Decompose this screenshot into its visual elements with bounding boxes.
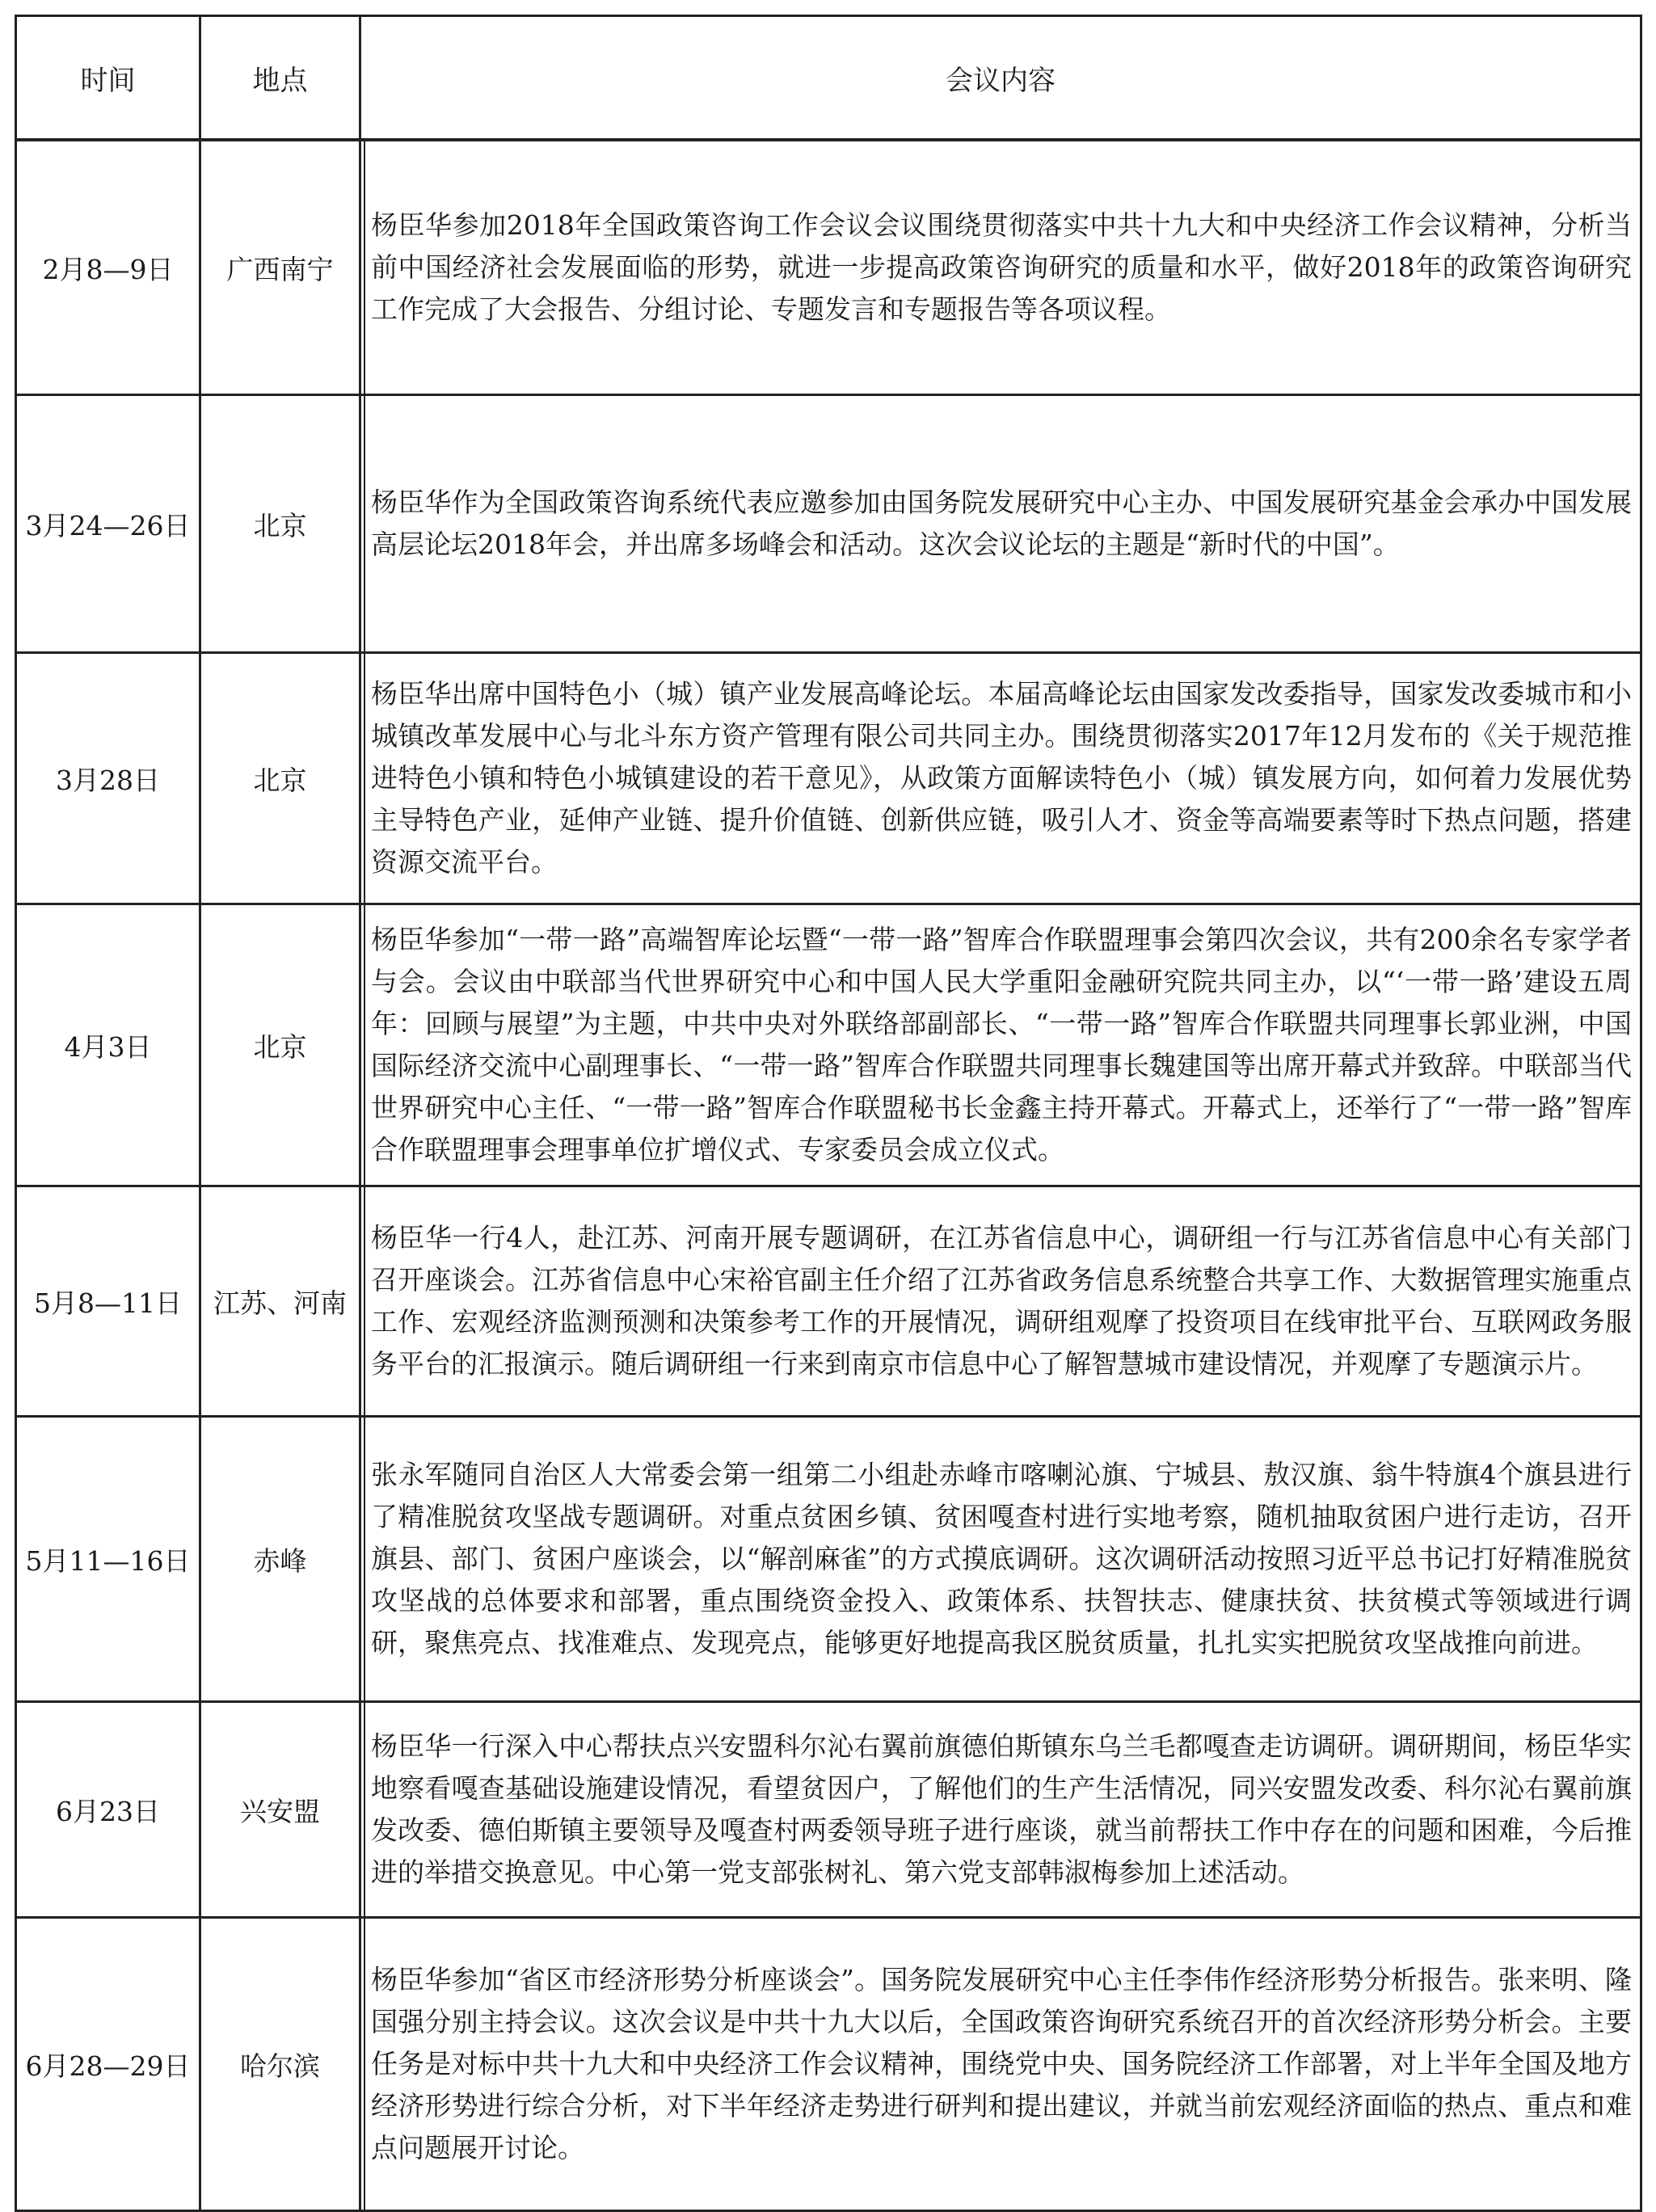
row-place: 北京 [200,904,360,1186]
table-row [16,1186,1641,1417]
row-time: 5月11—16日 [16,1417,200,1702]
row-place: 兴安盟 [200,1702,360,1918]
header-place: 地点 [200,16,360,141]
row-time: 3月28日 [16,653,200,904]
row-content: 杨臣华参加“省区市经济形势分析座谈会”。国务院发展研究中心主任李伟作经济形势分析报告。张来明、隆国强分别主持会议。这次会议是中共十九大以后，全国政策咨询研究系统召开的首次经济形势分析会。主要任务是对标中共十九大和中央经济工作会议精神，围绕党中央、国务院经济工作部署，对上半年全国及地方经济形势进行综合分析，对下半年经济走势进行研判和提出建议，并就当前宏观经济面临的热点、重点和难点问题展开讨论。 [360,1918,1641,2211]
row-time: 3月24—26日 [16,395,200,653]
row-place: 北京 [200,653,360,904]
row-place: 赤峰 [200,1417,360,1702]
row-time: 6月23日 [16,1702,200,1918]
table-row [16,1417,1641,1702]
row-content: 杨臣华作为全国政策咨询系统代表应邀参加由国务院发展研究中心主办、中国发展研究基金会承办中国发展高层论坛2018年会，并出席多场峰会和活动。这次会议论坛的主题是“新时代的中国”。 [360,395,1641,653]
header-content: 会议内容 [360,16,1641,141]
row-time: 5月8—11日 [16,1186,200,1417]
row-content: 杨臣华一行4人，赴江苏、河南开展专题调研，在江苏省信息中心，调研组一行与江苏省信息中心有关部门召开座谈会。江苏省信息中心宋裕官副主任介绍了江苏省政务信息系统整合共享工作、大数据管理实施重点工作、宏观经济监测预测和决策参考工作的开展情况，调研组观摩了投资项目在线审批平台、互联网政务服务平台的汇报演示。随后调研组一行来到南京市信息中心了解智慧城市建设情况，并观摩了专题演示片。 [360,1186,1641,1417]
table-row [16,140,1641,395]
meetings-table [15,15,1642,2212]
row-time: 4月3日 [16,904,200,1186]
header-time: 时间 [16,16,200,141]
row-content: 杨臣华参加2018年全国政策咨询工作会议会议围绕贯彻落实中共十九大和中央经济工作会议精神，分析当前中国经济社会发展面临的形势，就进一步提高政策咨询研究的质量和水平，做好2018年的政策咨询研究工作完成了大会报告、分组讨论、专题发言和专题报告等各项议程。 [360,140,1641,395]
row-content: 杨臣华一行深入中心帮扶点兴安盟科尔沁右翼前旗德伯斯镇东乌兰毛都嘎查走访调研。调研期间，杨臣华实地察看嘎查基础设施建设情况，看望贫因户，了解他们的生产生活情况，同兴安盟发改委、科尔沁右翼前旗发改委、德伯斯镇主要领导及嘎查村两委领导班子进行座谈，就当前帮扶工作中存在的问题和困难，今后推进的举措交换意见。中心第一党支部张树礼、第六党支部韩淑梅参加上述活动。 [360,1702,1641,1918]
table-row [16,1702,1641,1918]
table-row [16,1918,1641,2211]
row-place: 江苏、河南 [200,1186,360,1417]
row-place: 哈尔滨 [200,1918,360,2211]
row-time: 6月28—29日 [16,1918,200,2211]
table-row [16,904,1641,1186]
table-row [16,395,1641,653]
row-content: 杨臣华参加“一带一路”高端智库论坛暨“一带一路”智库合作联盟理事会第四次会议，共有200余名专家学者与会。会议由中联部当代世界研究中心和中国人民大学重阳金融研究院共同主办，以“‘一带一路’建设五周年：回顾与展望”为主题，中共中央对外联络部副部长、“一带一路”智库合作联盟共同理事长郭业洲，中国国际经济交流中心副理事长、“一带一路”智库合作联盟共同理事长魏建国等出席开幕式并致辞。中联部当代世界研究中心主任、“一带一路”智库合作联盟秘书长金鑫主持开幕式。开幕式上，还举行了“一带一路”智库合作联盟理事会理事单位扩增仪式、专家委员会成立仪式。 [360,904,1641,1186]
table-row [16,653,1641,904]
header-row [16,16,1641,141]
row-place: 北京 [200,395,360,653]
row-content: 张永军随同自治区人大常委会第一组第二小组赴赤峰市喀喇沁旗、宁城县、敖汉旗、翁牛特旗4个旗县进行了精准脱贫攻坚战专题调研。对重点贫困乡镇、贫困嘎查村进行实地考察，随机抽取贫困户进行走访，召开旗县、部门、贫困户座谈会，以“解剖麻雀”的方式摸底调研。这次调研活动按照习近平总书记打好精准脱贫攻坚战的总体要求和部署，重点围绕资金投入、政策体系、扶智扶志、健康扶贫、扶贫模式等领域进行调研，聚焦亮点、找准难点、发现亮点，能够更好地提高我区脱贫质量，扎扎实实把脱贫攻坚战推向前进。 [360,1417,1641,1702]
row-content: 杨臣华出席中国特色小（城）镇产业发展高峰论坛。本届高峰论坛由国家发改委指导，国家发改委城市和小城镇改革发展中心与北斗东方资产管理有限公司共同主办。围绕贯彻落实2017年12月发布的《关于规范推进特色小镇和特色小城镇建设的若干意见》，从政策方面解读特色小（城）镇发展方向，如何着力发展优势主导特色产业，延伸产业链、提升价值链、创新供应链，吸引人才、资金等高端要素等时下热点问题，搭建资源交流平台。 [360,653,1641,904]
row-place: 广西南宁 [200,140,360,395]
row-time: 2月8—9日 [16,140,200,395]
